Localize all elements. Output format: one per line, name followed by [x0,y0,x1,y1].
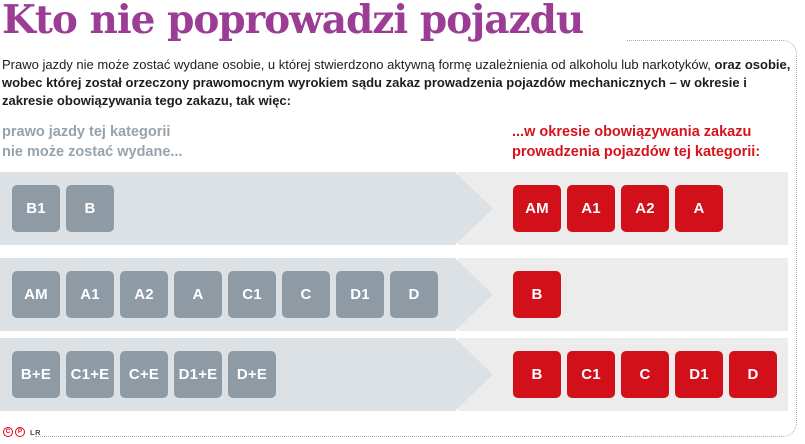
banned-chips [12,185,114,232]
category-chip-c: C [282,271,330,318]
banned-chips [12,271,438,318]
copyright-p-icon: P [15,427,25,437]
right-header-line1: ...w okresie obowiązywania zakazu [512,124,752,140]
intro-bold-text: oraz osobie, wobec której został orzeczony prawomocnym wyrokiem sądu zakaz prowadzenia pojazdów mechanicznych – w okresie i zakresie obowiązywania tego zakazu, tak więc: [2,57,791,108]
category-chip-d: D [729,351,777,398]
category-chip-a1: A1 [567,185,615,232]
credit-initials: LR [30,427,41,437]
category-chip-b: B [513,351,561,398]
intro-paragraph [2,56,800,110]
dotted-frame-bottom [35,436,627,437]
category-chip-b: B [66,185,114,232]
category-chip-c1: C1 [228,271,276,318]
during-panel [458,258,788,331]
left-column-header [2,122,183,162]
category-chip-cpluse: C+E [120,351,168,398]
banned-chips [12,351,276,398]
category-chip-bpluse: B+E [12,351,60,398]
during-chips [513,185,723,232]
category-chip-am: AM [513,185,561,232]
category-chip-a: A [174,271,222,318]
category-chip-a2: A2 [621,185,669,232]
page-title: Kto nie poprowadzi pojazdu [2,0,584,43]
left-header-line2: nie może zostać wydane... [2,144,183,160]
left-header-line1: prawo jazdy tej kategorii [2,124,171,140]
category-row [0,258,805,331]
category-chip-d: D [390,271,438,318]
category-chip-b: B [513,271,561,318]
right-column-header [512,122,760,162]
category-row [0,338,805,411]
category-chip-d1: D1 [675,351,723,398]
category-chip-b1: B1 [12,185,60,232]
copyright-c-icon: C [3,427,13,437]
category-chip-dpluse: D+E [228,351,276,398]
category-chip-am: AM [12,271,60,318]
category-chip-d1pluse: D1+E [174,351,222,398]
intro-normal-text: Prawo jazdy nie może zostać wydane osobie, u której stwierdzono aktywną formę uzależnienia od alkoholu lub narkotyków, [2,57,715,72]
copyright-credit [3,427,41,437]
category-chip-c: C [621,351,669,398]
category-chip-a1: A1 [66,271,114,318]
category-chip-a: A [675,185,723,232]
right-header-line2: prowadzenia pojazdów tej kategorii: [512,144,761,160]
category-chip-c1pluse: C1+E [66,351,114,398]
category-row [0,172,805,245]
during-chips [513,351,777,398]
during-chips [513,271,561,318]
category-chip-c1: C1 [567,351,615,398]
category-chip-d1: D1 [336,271,384,318]
category-chip-a2: A2 [120,271,168,318]
